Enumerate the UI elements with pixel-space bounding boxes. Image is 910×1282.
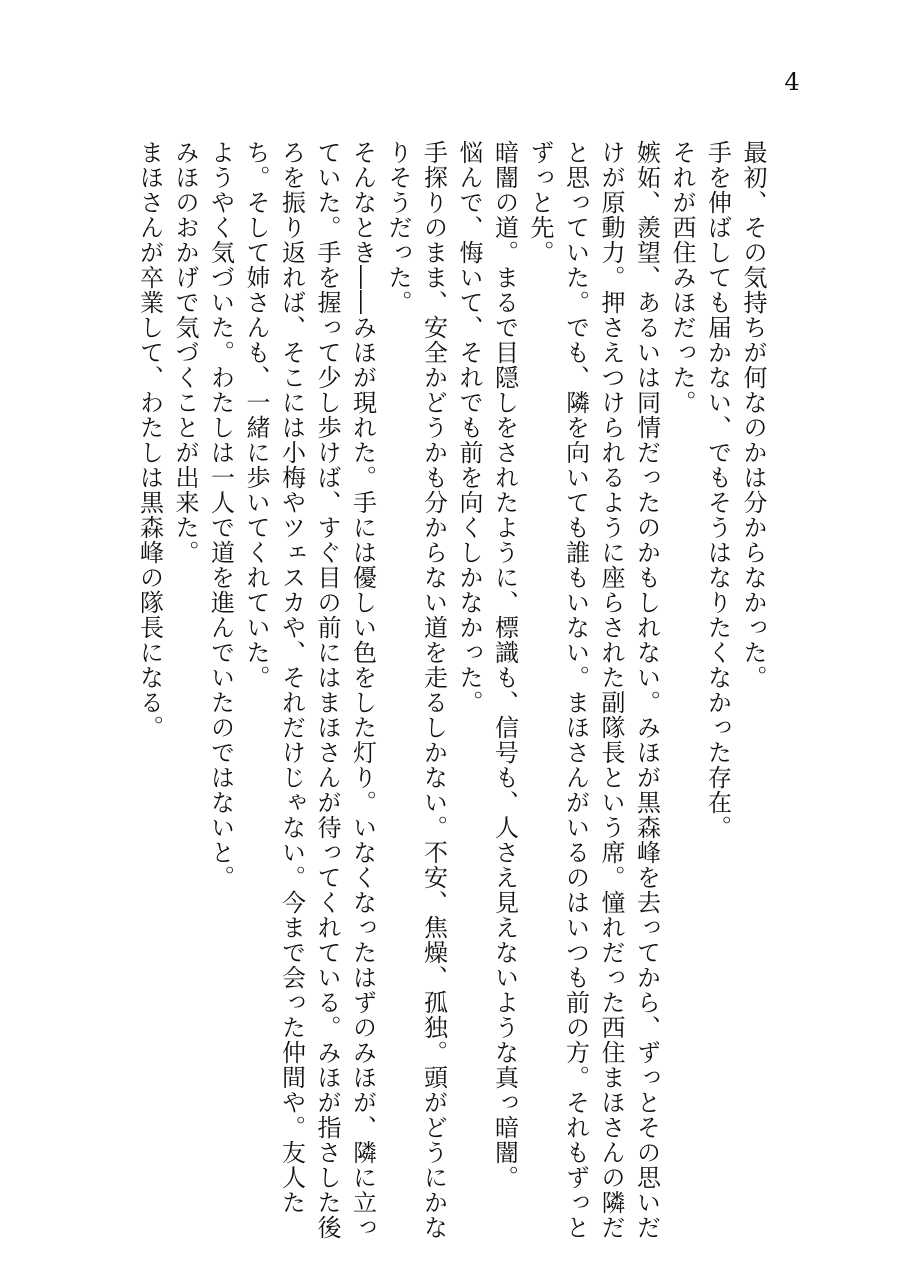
paragraph-line: それが西住みほだった。 (668, 140, 696, 415)
paragraph-line: みほのおかげで気づくことが出来た。 (171, 140, 199, 565)
paragraph-line: 最初、その気持ちが何なのかは分からなかった。 (739, 140, 767, 690)
paragraph-line: 暗闇の道。まるで目隠しをされたように、標識も、信号も、人さえ見えないような真っ暗闇。 (490, 140, 519, 1190)
page-number: 4 (784, 68, 800, 96)
paragraph-line: 手を伸ばしても届かない、でもそうはなりたくなかった存在。 (703, 140, 732, 840)
paragraph-line: そんなとき――みほが現れた。手には優しい色をした灯り。いなくなったはずのみほが、隣に立っていた。手を握って少し歩けば、すぐ目の前にはまほさんが待ってくれている。みほが指さした後ろを振り返れば、そこには小梅やツェスカや、それだけじゃない。今まで会った仲間や。友人たち。そして姉さんも、一緒に歩いてくれていた。 (242, 140, 377, 1240)
paragraph-line: ようやく気づいた。わたしは一人で道を進んでいたのではないと。 (206, 140, 235, 890)
paragraph-line: 手探りのまま、安全かどうかも分からない道を走るしかない。不安、焦燥、孤独。頭がどうにかなりそうだった。 (384, 140, 448, 1240)
paragraph-line: 嫉妬、羨望、あるいは同情だったのかもしれない。みほが黒森峰を去ってから、ずっとその思いだけが原動力。押さえつけられるように座らされた副隊長という席。憧れだった西住まほさんの隣だと思っていた。でも、隣を向いても誰もいない。まほさんがいるのはいつも前の方。それもずっとずっと先。 (526, 140, 661, 1240)
paragraph-line: まほさんが卒業して、わたしは黒森峰の隊長になる。 (135, 140, 164, 740)
vertical-text-body (131, 140, 770, 1260)
paragraph-line: 悩んで、悔いて、それでも前を向くしかなかった。 (455, 140, 483, 715)
